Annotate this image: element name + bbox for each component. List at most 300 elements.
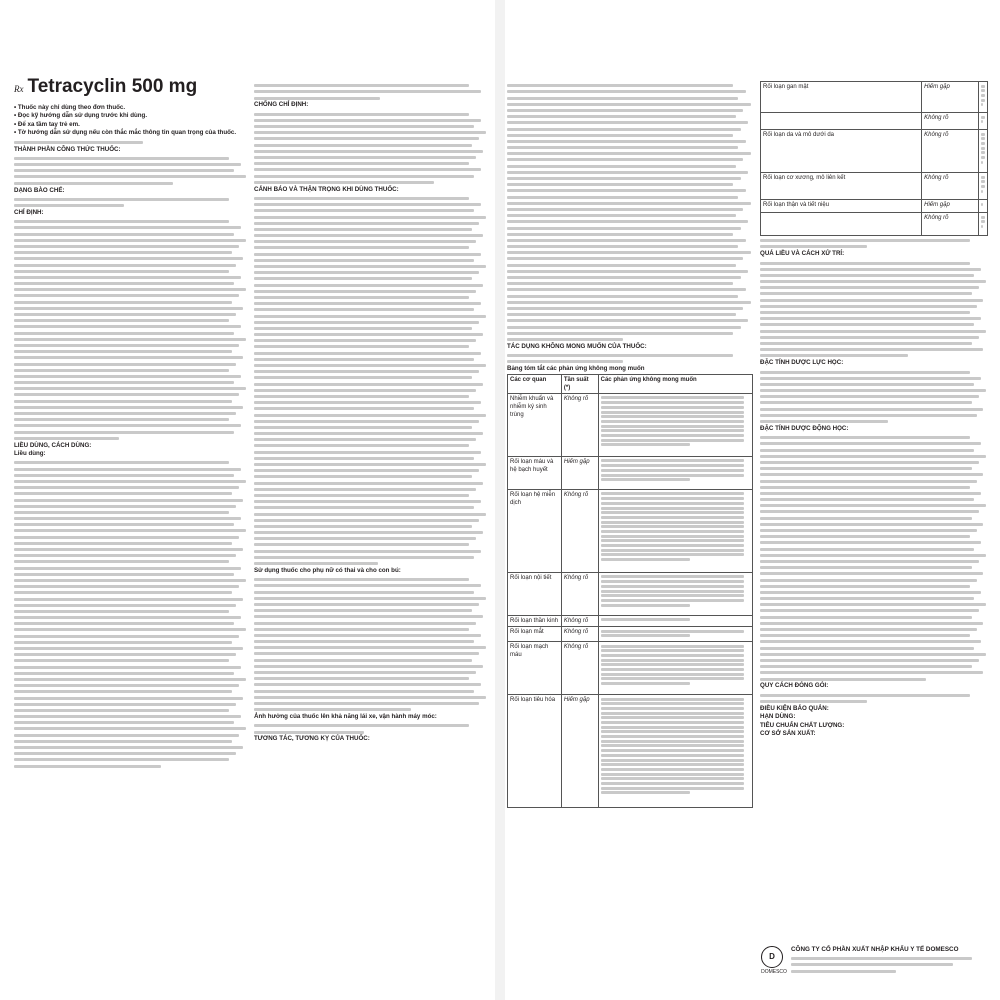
text-line (14, 282, 234, 285)
text-line (601, 464, 744, 467)
text-line (14, 752, 236, 755)
text-line (254, 370, 479, 373)
text-line (14, 157, 229, 160)
paragraph-block (254, 578, 488, 711)
text-line (254, 407, 474, 410)
text-line (760, 342, 972, 345)
text-line (254, 591, 474, 594)
text-line (760, 634, 970, 637)
text-line (760, 659, 979, 662)
paragraph-block (14, 220, 248, 440)
subsection-heading: Sử dụng thuốc cho phụ nữ có thai và cho con bú: (254, 566, 401, 574)
table-cell: Rối loạn da và mô dưới da (761, 130, 922, 173)
text-line (14, 635, 239, 638)
paragraph-block (254, 84, 488, 99)
subsection-heading: Ảnh hưởng của thuốc lên khả năng lái xe, vận hành máy móc: (254, 713, 437, 721)
table-header-cell: Các cơ quan (508, 374, 562, 393)
text-line (254, 339, 476, 342)
text-line (601, 478, 691, 481)
text-line (760, 449, 974, 452)
text-line (601, 492, 744, 495)
text-line (601, 682, 691, 685)
paragraph-block (760, 694, 988, 703)
text-line (254, 240, 476, 243)
text-line (760, 330, 986, 333)
text-line (601, 777, 744, 780)
text-line (14, 363, 236, 366)
table-cell (598, 626, 752, 641)
text-line (14, 474, 234, 477)
text-line (760, 541, 981, 544)
text-line (14, 585, 239, 588)
table-cell (598, 456, 752, 489)
text-line (254, 308, 474, 311)
text-line (760, 566, 972, 569)
text-line (254, 597, 486, 600)
text-line (254, 376, 472, 379)
text-line (14, 406, 243, 409)
text-line (791, 970, 896, 973)
text-line (254, 290, 476, 293)
text-line (981, 133, 985, 136)
text-line (254, 603, 479, 606)
text-line (760, 262, 970, 265)
text-line (254, 628, 469, 631)
text-line (760, 292, 972, 295)
table-cell: Không rõ (561, 615, 598, 626)
text-line (981, 161, 984, 164)
paragraph-block (760, 239, 988, 248)
text-line (14, 548, 243, 551)
table-row (508, 615, 753, 626)
text-line (14, 313, 236, 316)
text-line (14, 765, 161, 768)
text-line (760, 473, 983, 476)
text-line (14, 294, 239, 297)
text-line (760, 603, 986, 606)
table-row (508, 489, 753, 572)
text-line (254, 321, 479, 324)
section-heading: CẢNH BÁO VÀ THẬN TRỌNG KHI DÙNG THUỐC: (254, 185, 399, 193)
table-header-cell: Các phản ứng không mong muốn (598, 374, 752, 393)
text-line (254, 731, 364, 734)
text-line (601, 721, 744, 724)
table-row (508, 393, 753, 456)
text-line (507, 251, 751, 254)
text-line (760, 455, 986, 458)
text-line (254, 513, 486, 516)
text-line (760, 305, 977, 308)
text-line (14, 690, 232, 693)
domesco-logo-icon: D (761, 946, 783, 968)
text-line (14, 517, 241, 520)
table-row (761, 82, 988, 113)
text-line (254, 125, 474, 128)
column-1 (14, 104, 248, 984)
paragraph-block (254, 113, 488, 184)
text-line (254, 228, 472, 231)
table-cell: Hiếm gặp (561, 694, 598, 807)
text-line (254, 475, 472, 478)
text-line (254, 525, 472, 528)
text-line (981, 156, 985, 159)
text-line (254, 622, 476, 625)
text-line (254, 469, 479, 472)
text-line (507, 301, 751, 304)
text-line (507, 332, 733, 335)
text-line (14, 276, 241, 279)
text-line (507, 313, 736, 316)
text-line (760, 504, 986, 507)
text-line (601, 773, 744, 776)
text-line (507, 245, 738, 248)
column-3 (507, 81, 753, 984)
text-line (981, 225, 984, 228)
text-line (601, 791, 691, 794)
text-line (254, 659, 472, 662)
text-line (507, 171, 748, 174)
table-cell: Rối loạn máu và hệ bạch huyết (508, 456, 562, 489)
text-line (14, 437, 119, 440)
text-line (507, 140, 746, 143)
text-line (760, 554, 986, 557)
text-line (760, 653, 986, 656)
text-line (760, 274, 974, 277)
section-heading: ĐIỀU KIỆN BẢO QUẢN: (760, 704, 829, 712)
text-line (601, 749, 744, 752)
text-line (507, 319, 748, 322)
text-line (760, 609, 979, 612)
text-line (14, 746, 243, 749)
text-line (981, 220, 985, 223)
paragraph-block (254, 197, 488, 565)
text-line (760, 523, 983, 526)
text-line (14, 653, 236, 656)
product-title (14, 76, 197, 106)
text-line (760, 420, 888, 423)
text-line (981, 120, 984, 123)
warning-line: • Thuốc này chỉ dùng theo đơn thuốc. (14, 104, 126, 111)
text-line (254, 358, 474, 361)
table-cell (598, 694, 752, 807)
text-line (254, 246, 469, 249)
text-line (507, 84, 733, 87)
table-cell: Không rõ (561, 572, 598, 615)
text-line (254, 646, 486, 649)
section-heading: CƠ SỞ SẢN XUẤT: (760, 730, 816, 738)
text-line (14, 604, 236, 607)
text-line (254, 609, 472, 612)
text-line (601, 663, 744, 666)
text-line (254, 175, 474, 178)
text-line (601, 730, 744, 733)
text-line (601, 539, 744, 542)
table-cell: Rối loạn nội tiết (508, 572, 562, 615)
text-line (760, 647, 974, 650)
text-line (760, 268, 981, 271)
text-line (507, 189, 746, 192)
text-line (254, 203, 481, 206)
text-line (507, 152, 751, 155)
text-line (254, 156, 476, 159)
text-line (254, 451, 481, 454)
text-line (254, 506, 474, 509)
text-line (14, 307, 243, 310)
warning-line: • Tờ hướng dẫn sử dụng nếu còn thắc mắc thông tin quan trọng của thuốc. (14, 129, 237, 137)
adverse-effects-table-continued (760, 81, 988, 236)
text-line (760, 591, 981, 594)
text-line (14, 387, 246, 390)
text-line (14, 740, 232, 743)
text-line (507, 121, 748, 124)
text-line (601, 768, 744, 771)
text-line (14, 492, 232, 495)
text-line (254, 677, 469, 680)
table-heading: Bảng tóm tắt các phản ứng không mong muốn (507, 365, 645, 373)
table-cell: Rối loạn mắt (508, 626, 562, 641)
text-line (14, 204, 124, 207)
text-line (981, 89, 985, 92)
table-cell: Rối loạn thận và tiết niệu (761, 200, 922, 213)
text-line (254, 216, 486, 219)
text-line (507, 109, 743, 112)
text-line (14, 554, 236, 557)
text-line (254, 482, 483, 485)
table-cell: Hiếm gặp (561, 456, 598, 489)
text-line (601, 787, 744, 790)
text-line (14, 257, 243, 260)
text-line (981, 137, 985, 140)
text-line (254, 494, 469, 497)
text-line (760, 286, 979, 289)
text-line (507, 177, 741, 180)
table-cell: Nhiễm khuẩn và nhiễm ký sinh trùng (508, 393, 562, 456)
table-cell (598, 393, 752, 456)
section-heading: HẠN DÙNG: (760, 713, 796, 721)
text-line (507, 264, 736, 267)
text-line (254, 389, 476, 392)
text-line (760, 348, 983, 351)
text-line (254, 578, 469, 581)
table-cell (978, 213, 987, 236)
text-line (601, 459, 744, 462)
text-line (760, 678, 926, 681)
text-line (254, 401, 481, 404)
text-line (254, 671, 476, 674)
text-line (14, 672, 234, 675)
section-heading: LIỀU DÙNG, CÁCH DÙNG: (14, 441, 92, 449)
text-line (14, 412, 236, 415)
manufacturer-block (761, 946, 981, 976)
table-cell: Rối loạn thần kinh (508, 615, 562, 626)
text-line (254, 562, 378, 565)
text-line (981, 142, 985, 145)
text-line (14, 418, 229, 421)
text-line (601, 716, 744, 719)
text-line (14, 381, 234, 384)
text-line (254, 537, 476, 540)
text-line (254, 119, 481, 122)
text-line (254, 444, 469, 447)
text-line (254, 113, 469, 116)
text-line (254, 702, 479, 705)
text-line (601, 702, 744, 705)
text-line (760, 579, 977, 582)
text-line (981, 99, 985, 102)
text-line (14, 344, 239, 347)
text-line (601, 530, 744, 533)
text-line (254, 724, 469, 727)
table-cell: Không rõ (922, 113, 979, 130)
text-line (601, 630, 744, 633)
text-line (601, 401, 744, 404)
table-cell (978, 82, 987, 113)
text-line (507, 288, 746, 291)
table-row (508, 641, 753, 694)
text-line (981, 94, 985, 97)
text-line (14, 486, 239, 489)
text-line (760, 239, 970, 242)
text-line (254, 488, 476, 491)
text-line (14, 567, 241, 570)
text-line (760, 560, 979, 563)
table-cell (761, 213, 922, 236)
text-line (14, 141, 143, 144)
section-heading: CHỐNG CHỈ ĐỊNH: (254, 101, 309, 109)
text-line (760, 498, 974, 501)
text-line (14, 727, 246, 730)
text-line (601, 497, 744, 500)
text-line (14, 233, 234, 236)
text-line (14, 461, 229, 464)
text-line (14, 591, 232, 594)
text-line (507, 239, 746, 242)
text-line (14, 350, 232, 353)
text-line (14, 239, 246, 242)
text-line (981, 185, 985, 188)
text-line (981, 116, 985, 119)
page-title: Tetracyclin 500 mg (27, 76, 198, 97)
text-line (601, 558, 691, 561)
table-cell: Rối loạn hệ miễn dịch (508, 489, 562, 572)
text-line (760, 467, 972, 470)
text-line (791, 963, 953, 966)
text-line (14, 182, 173, 185)
text-line (254, 438, 476, 441)
text-line (254, 222, 479, 225)
text-line (760, 700, 867, 703)
text-line (760, 461, 979, 464)
text-line (601, 406, 744, 409)
text-line (601, 549, 744, 552)
text-line (601, 553, 744, 556)
text-line (14, 511, 229, 514)
text-line (601, 469, 744, 472)
text-line (254, 181, 434, 184)
text-line (507, 158, 743, 161)
text-line (14, 536, 239, 539)
text-line (760, 389, 986, 392)
warning-line: • Đọc kỹ hướng dẫn sử dụng trước khi dùng. (14, 112, 148, 120)
text-line (760, 535, 970, 538)
table-cell: Rối loạn gan mật (761, 82, 922, 113)
table-cell: Hiếm gặp (922, 82, 979, 113)
text-line (601, 535, 744, 538)
text-line (14, 598, 243, 601)
text-line (14, 175, 246, 178)
text-line (507, 146, 738, 149)
table-row (508, 694, 753, 807)
text-line (254, 97, 380, 100)
text-line (254, 284, 483, 287)
text-line (601, 544, 744, 547)
text-line (601, 634, 691, 637)
text-line (254, 708, 411, 711)
text-line (254, 137, 479, 140)
text-line (760, 492, 981, 495)
text-line (601, 580, 744, 583)
text-line (507, 220, 748, 223)
text-line (601, 649, 744, 652)
text-line (14, 431, 234, 434)
text-line (601, 474, 744, 477)
text-line (760, 628, 977, 631)
text-line (760, 529, 977, 532)
text-line (601, 744, 744, 747)
text-line (601, 396, 744, 399)
text-line (760, 597, 974, 600)
text-line (760, 640, 981, 643)
text-line (981, 151, 985, 154)
text-line (760, 317, 981, 320)
text-line (254, 665, 483, 668)
table-cell (598, 615, 752, 626)
table-row (761, 213, 988, 236)
text-line (14, 245, 239, 248)
text-line (601, 411, 744, 414)
table-cell (978, 130, 987, 173)
text-line (14, 319, 229, 322)
text-line (14, 270, 229, 273)
table-cell: Không rõ (561, 489, 598, 572)
text-line (254, 327, 472, 330)
section-heading: TIÊU CHUẨN CHẤT LƯỢNG: (760, 721, 845, 729)
section-heading: QUY CÁCH ĐÓNG GÓI: (760, 682, 829, 690)
text-line (601, 415, 744, 418)
text-line (254, 352, 481, 355)
text-line (760, 665, 972, 668)
paragraph-block (507, 354, 753, 363)
text-line (14, 251, 232, 254)
table-cell: Không rõ (561, 626, 598, 641)
text-line (601, 420, 744, 423)
text-line (760, 616, 972, 619)
text-line (981, 85, 985, 88)
text-line (254, 550, 481, 553)
table-row (761, 173, 988, 200)
text-line (760, 245, 867, 248)
section-heading: THÀNH PHẦN CÔNG THỨC THUỐC: (14, 145, 121, 153)
text-line (14, 628, 246, 631)
text-line (14, 641, 232, 644)
table-cell: Rối loạn cơ xương, mô liên kết (761, 173, 922, 200)
subsection-heading: Liều dùng: (14, 450, 46, 458)
text-line (760, 480, 977, 483)
text-line (760, 517, 972, 520)
text-line (14, 338, 246, 341)
text-line (14, 198, 229, 201)
text-line (254, 426, 472, 429)
